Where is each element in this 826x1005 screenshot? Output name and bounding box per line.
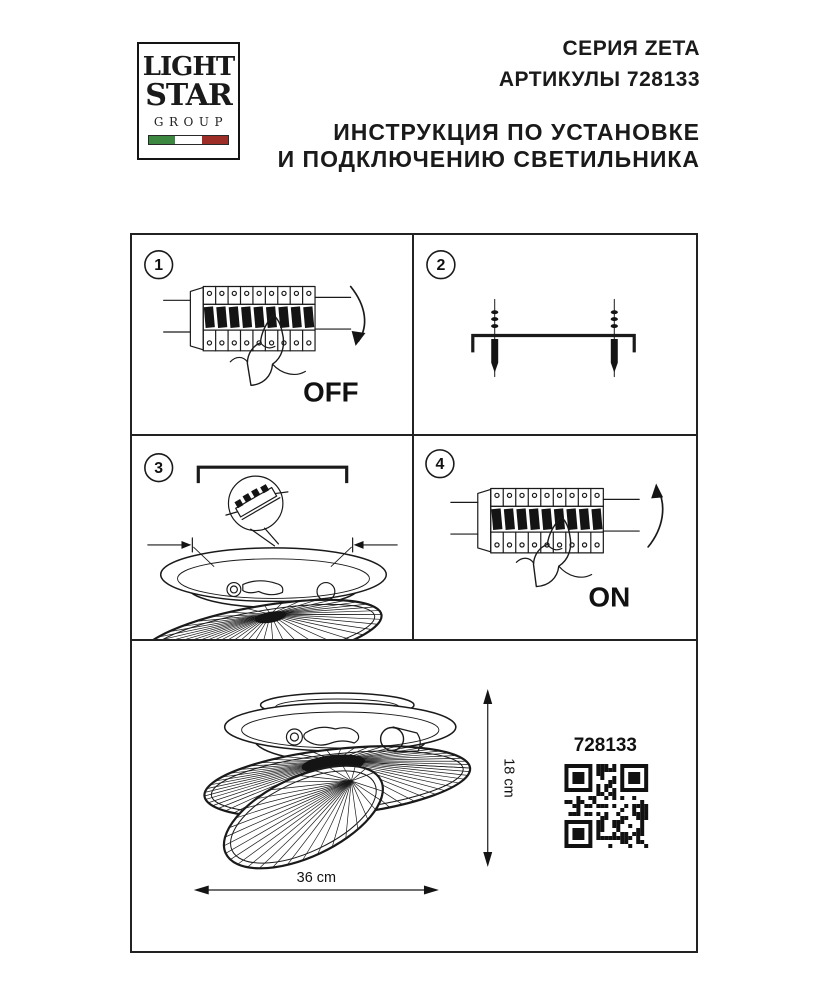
logo-word-light: LIGHT — [142, 52, 235, 82]
step-1-panel — [132, 235, 414, 436]
off-label: OFF — [303, 376, 359, 408]
screw-left-icon — [491, 299, 498, 376]
header-titles — [278, 33, 700, 173]
circuit-breaker-illustration — [164, 286, 351, 350]
instruction-steps-grid — [130, 233, 698, 953]
rotate-arrow-down-icon — [351, 286, 366, 345]
step-3-number: 3 — [154, 460, 164, 478]
terminal-block-callout — [222, 476, 288, 546]
lightstar-logo — [137, 42, 240, 160]
dimension-height — [483, 689, 516, 867]
italian-flag-icon — [148, 135, 229, 145]
on-label: ON — [588, 581, 631, 613]
rotate-arrow-up-icon — [648, 484, 663, 547]
logo-word-star: STAR — [145, 78, 232, 113]
flag-red-stripe — [202, 136, 228, 144]
step-3-panel — [132, 436, 414, 641]
flag-green-stripe — [149, 136, 175, 144]
instruction-title-line2: И ПОДКЛЮЧЕНИЮ СВЕТИЛЬНИКА — [277, 146, 700, 172]
articles-line: АРТИКУЛЫ 728133 — [498, 68, 700, 91]
product-dimensions-panel — [132, 641, 696, 951]
step-1-number: 1 — [154, 257, 164, 275]
ceiling-lamp-illustration — [201, 693, 473, 890]
instruction-title-line1: ИНСТРУКЦИЯ ПО УСТАНОВКЕ — [333, 119, 700, 145]
circuit-breaker-illustration — [451, 488, 639, 552]
step-2-panel — [414, 235, 696, 436]
logo-word-group: GROUP — [153, 115, 229, 129]
article-number: 728133 — [573, 734, 637, 757]
mounting-bracket-illustration — [473, 299, 634, 376]
series-line: СЕРИЯ ZETA — [562, 37, 700, 60]
width-label: 36 cm — [296, 869, 337, 887]
dimension-width — [194, 870, 439, 895]
height-label: 18 cm — [500, 758, 517, 798]
mounting-bracket-icon — [198, 467, 346, 481]
screw-right-icon — [611, 299, 618, 376]
step-2-number: 2 — [436, 257, 446, 275]
canopy-illustration — [161, 548, 387, 607]
step-4-panel — [414, 436, 696, 641]
flag-white-stripe — [175, 136, 201, 144]
step-4-number: 4 — [435, 456, 445, 474]
qr-code — [564, 764, 648, 848]
